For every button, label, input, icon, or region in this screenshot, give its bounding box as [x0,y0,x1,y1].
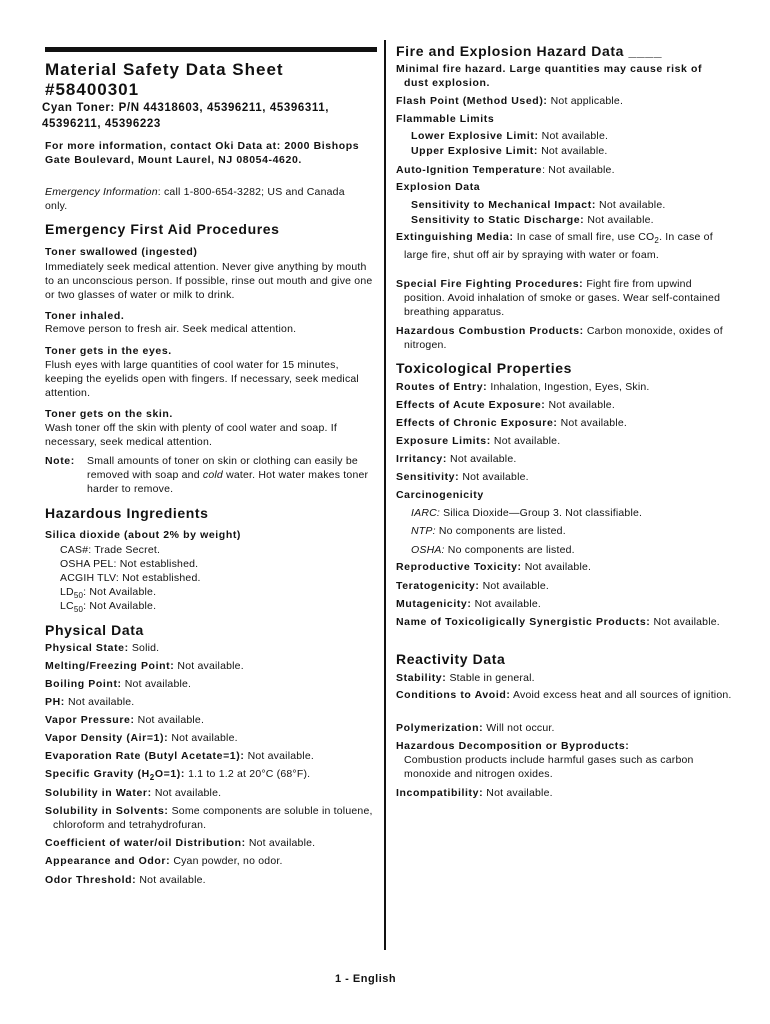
swallowed-text: Immediately seek medical attention. Never give anything by mouth to an unconscious person. If possible, rinse out mouth and give one or two glasses of water or milk to drink. [45,261,373,301]
note-label: Note: [45,455,75,467]
decomposition-heading: Hazardous Decomposition or Byproducts: [396,740,630,752]
eyes-heading: Toner gets in the eyes. [45,345,172,357]
flash-point: Flash Point (Method Used): Not applicable. [396,95,624,107]
osha-carc: OSHA: No components are listed. [411,544,575,556]
incompatibility: Incompatibility: Not available. [396,787,553,799]
ntp: NTP: No components are listed. [411,525,566,537]
note-text: Small amounts of toner on skin or clothing can easily be removed with soap and cold water. Hot water makes toner harder to remove. [87,455,369,495]
lc50: $LC_{50}$: Not Available. [60,600,157,615]
explosion-data-heading: Explosion Data [396,181,481,193]
skin-heading: Toner gets on the skin. [45,408,173,420]
inhaled-text: Remove person to fresh air. Seek medical attention. [45,323,297,335]
column-divider [384,40,386,950]
ph: PH: Not available. [45,696,135,708]
inhaled-heading: Toner inhaled. [45,310,125,322]
melting-point: Melting/Freezing Point: Not available. [45,660,244,672]
special-procedures: Special Fire Fighting Procedures: Fight fire from upwind position. Avoid inhalation of smoke or gases. Wear self-contained breathing apparatus. [396,278,721,318]
title-rule [45,47,377,52]
conditions-to-avoid: Conditions to Avoid: Avoid excess heat and all sources of ignition. [396,689,732,701]
tox-heading: Toxicological Properties [396,360,572,376]
page-footer: 1 - English [335,973,397,985]
auto-ignition: Auto-Ignition Temperature: Not available. [396,164,615,176]
decomposition-text: Combustion products include harmful gases such as carbon monoxide and nitrogen oxides. [404,754,694,780]
evaporation-rate: Evaporation Rate (Butyl Acetate=1): Not available. [45,750,314,762]
extinguishing-media: Extinguishing Media: In case of small fire, use $CO_2$. In case of large fire, shut off air by spraying with water or foam. [396,231,713,262]
swallowed-heading: Toner swallowed (ingested) [45,246,198,258]
boiling-point: Boiling Point: Not available. [45,678,192,690]
reproductive-toxicity: Reproductive Toxicity: Not available. [396,561,592,573]
solubility-water: Solubility in Water: Not available. [45,787,222,799]
stability: Stability: Stable in general. [396,672,535,684]
specific-gravity: Specific Gravity $(H_2O=1)$: 1.1 to 1.2 at 20°C (68°F). [45,768,311,783]
teratogenicity: Teratogenicity: Not available. [396,580,550,592]
flammable-limits-heading: Flammable Limits [396,113,495,125]
upper-explosive-limit: Upper Explosive Limit: Not available. [411,145,608,157]
static-discharge: Sensitivity to Static Discharge: Not available. [411,214,654,226]
osha-pel: OSHA PEL: Not established. [60,558,199,570]
solubility-solvents: Solubility in Solvents: Some components are soluble in toluene, chloroform and tetrahydrofuran. [45,805,373,831]
chronic-exposure: Effects of Chronic Exposure: Not available. [396,417,628,429]
routes-of-entry: Routes of Entry: Inhalation, Ingestion, Eyes, Skin. [396,381,650,393]
vapor-density: Vapor Density (Air=1): Not available. [45,732,238,744]
combustion-products: Hazardous Combustion Products: Carbon monoxide, oxides of nitrogen. [396,325,723,351]
synergistic-products: Name of Toxicoligically Synergistic Products: Not available. [396,616,720,628]
physical-state: Physical State: Solid. [45,642,160,654]
ld50: $LD_{50}$: Not Available. [60,586,157,601]
physical-heading: Physical Data [45,622,144,638]
fire-hazard-note: Minimal fire hazard. Large quantities may cause risk of dust explosion. [396,63,703,89]
acute-exposure: Effects of Acute Exposure: Not available. [396,399,615,411]
emergency-info: Emergency Information: call 1-800-654-3282; US and Canada only. [45,186,345,212]
eyes-text: Flush eyes with large quantities of cool water for 15 minutes, keeping the eyelids open with fingers. If necessary, seek medical attention. [45,359,359,399]
reactivity-heading: Reactivity Data [396,651,506,667]
coefficient-distribution: Coefficient of water/oil Distribution: Not available. [45,837,316,849]
skin-text: Wash toner off the skin with plenty of cool water and soap. If necessary, seek medical attention. [45,422,337,448]
contact-info: For more information, contact Oki Data at: 2000 Bishops Gate Boulevard, Mount Laurel, NJ 08054-4620. [45,140,360,166]
cas-number: CAS#: Trade Secret. [60,544,161,556]
iarc: IARC: Silica Dioxide—Group 3. Not classifiable. [411,507,643,519]
odor-threshold: Odor Threshold: Not available. [45,874,206,886]
acgih-tlv: ACGIH TLV: Not established. [60,572,201,584]
document-title: Material Safety Data Sheet #58400301 [45,60,284,99]
silica-heading: Silica dioxide (about 2% by weight) [45,529,242,541]
first-aid-heading: Emergency First Aid Procedures [45,221,280,237]
appearance-odor: Appearance and Odor: Cyan powder, no odor. [45,855,283,867]
mutagenicity: Mutagenicity: Not available. [396,598,542,610]
ingredients-heading: Hazardous Ingredients [45,505,209,521]
fire-heading: Fire and Explosion Hazard Data ____ [396,43,663,59]
mechanical-impact: Sensitivity to Mechanical Impact: Not available. [411,199,666,211]
polymerization: Polymerization: Will not occur. [396,722,555,734]
carcinogenicity-heading: Carcinogenicity [396,489,484,501]
product-part-numbers: Cyan Toner: P/N 44318603, 45396211, 45396311, 45396211, 45396223 [42,102,330,130]
lower-explosive-limit: Lower Explosive Limit: Not available. [411,130,609,142]
exposure-limits: Exposure Limits: Not available. [396,435,561,447]
irritancy: Irritancy: Not available. [396,453,517,465]
sensitivity: Sensitivity: Not available. [396,471,529,483]
vapor-pressure: Vapor Pressure: Not available. [45,714,205,726]
